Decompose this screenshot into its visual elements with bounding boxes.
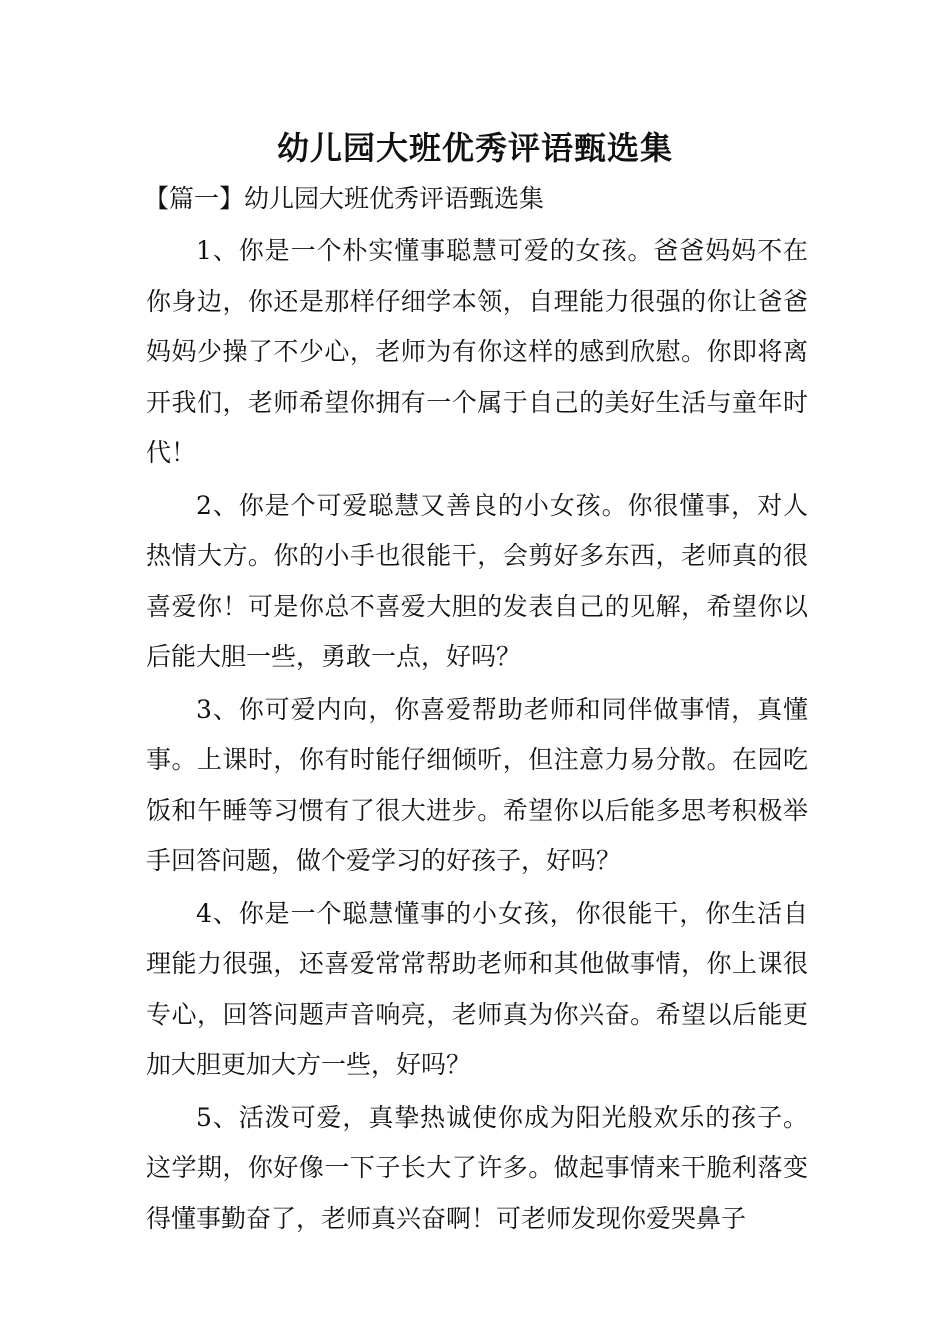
document-title: 幼儿园大班优秀评语甄选集 bbox=[276, 129, 673, 167]
comment-paragraph-3: 3、你可爱内向，你喜爱帮助老师和同伴做事情，真懂事。上课时，你有时能仔细倾听，但注意力易分散。在园吃饭和午睡等习惯有了很大进步。希望你以后能多思考积极举手回答问题，做个爱学习的好孩子，好吗？ bbox=[146, 694, 808, 875]
section-heading: 【篇一】幼儿园大班优秀评语甄选集 bbox=[144, 184, 545, 213]
document-body bbox=[146, 226, 808, 1246]
comment-paragraph-1: 1、你是一个朴实懂事聪慧可爱的女孩。爸爸妈妈不在你身边，你还是那样仔细学本领，自理能力很强的你让爸爸妈妈少操了不少心，老师为有你这样的感到欣慰。你即将离开我们，老师希望你拥有一个属于自己的美好生活与童年时代！ bbox=[146, 236, 808, 467]
comment-paragraph-5: 5、活泼可爱，真挚热诚使你成为阳光般欢乐的孩子。这学期，你好像一下子长大了许多。做起事情来干脆利落变得懂事勤奋了，老师真兴奋啊！可老师发现你爱哭鼻子 bbox=[146, 1102, 808, 1233]
comment-paragraph-2: 2、你是个可爱聪慧又善良的小女孩。你很懂事，对人热情大方。你的小手也很能干，会剪好多东西，老师真的很喜爱你！可是你总不喜爱大胆的发表自己的见解，希望你以后能大胆一些，勇敢一点，好吗？ bbox=[146, 490, 808, 671]
comment-paragraph-4: 4、你是一个聪慧懂事的小女孩，你很能干，你生活自理能力很强，还喜爱常常帮助老师和其他做事情，你上课很专心，回答问题声音响亮，老师真为你兴奋。希望以后能更加大胆更加大方一些，好吗？ bbox=[146, 898, 808, 1079]
